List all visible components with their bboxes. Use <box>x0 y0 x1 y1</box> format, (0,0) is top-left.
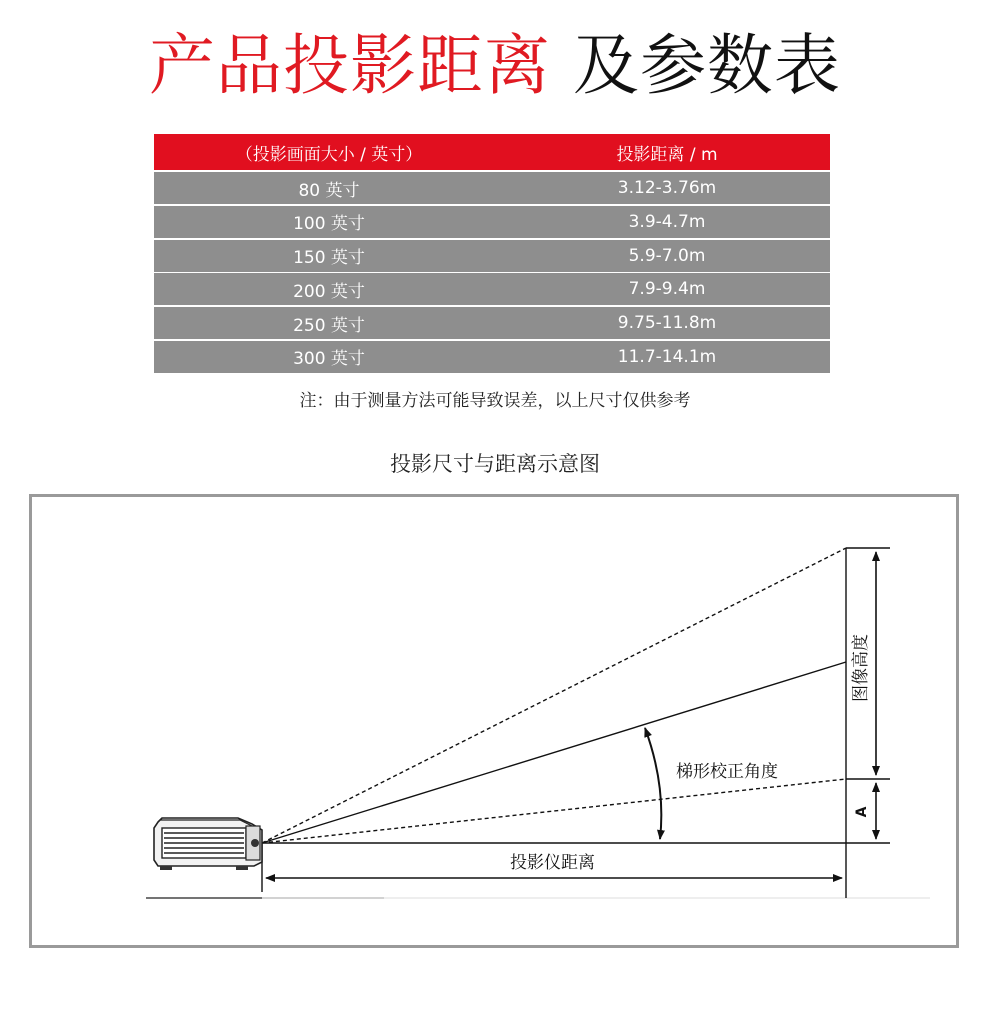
table-cell-distance: 3.12-3.76m <box>617 178 717 198</box>
table-cell-size: 250 英寸 <box>293 315 365 336</box>
table-cell-size: 100 英寸 <box>293 214 365 235</box>
table-cell-distance: 7.9-9.4m <box>628 279 706 300</box>
projector-distance-label: 投影仪距离 <box>510 853 595 873</box>
table-cell-size: 150 英寸 <box>293 248 365 269</box>
disclaimer-note: 注：由于测量方法可能导致误差，以上尺寸仅供参考 <box>299 391 691 411</box>
table-cell-distance: 9.75-11.8m <box>617 313 717 334</box>
table-cell-distance: 5.9-7.0m <box>628 245 706 266</box>
ray-center-solid <box>262 662 846 843</box>
header-distance: 投影距离 / m <box>616 144 718 165</box>
page-title-black: 及参数表 <box>573 27 841 104</box>
keystone-angle-label: 梯形校正角度 <box>676 762 778 782</box>
keystone-angle-arc <box>645 728 661 839</box>
image-height-label: 图像高度 <box>851 634 871 702</box>
page-title-red: 产品投影距离 <box>149 27 551 104</box>
table-cell-size: 300 英寸 <box>293 349 365 370</box>
projector-icon <box>154 818 262 870</box>
table-cell-size: 80 英寸 <box>298 180 360 201</box>
ray-top-dashed <box>262 548 846 843</box>
header-screen-size: （投影画面大小 / 英寸） <box>235 144 423 165</box>
ray-bottom-dashed <box>262 779 846 843</box>
table-cell-distance: 11.7-14.1m <box>617 346 717 367</box>
table-cell-size: 200 英寸 <box>293 281 365 302</box>
diagram-title: 投影尺寸与距离示意图 <box>390 452 600 476</box>
offset-a-label: A <box>854 806 870 818</box>
table-cell-distance: 3.9-4.7m <box>628 211 706 232</box>
